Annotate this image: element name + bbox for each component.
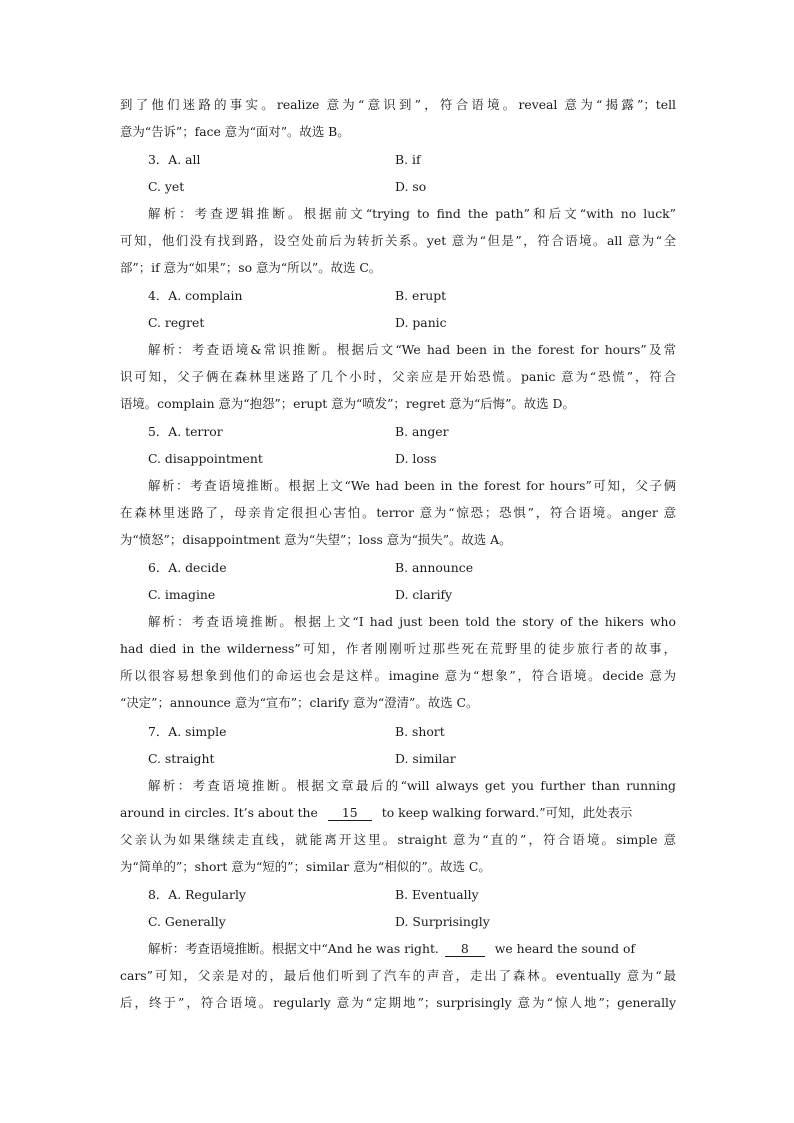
q8-option-b: B. Eventually: [395, 887, 479, 902]
q7-explanation-line-2: [120, 804, 676, 822]
q8-explanation-line-2: cars”可知，父亲是对的，最后他们听到了汽车的声音，走出了森林。eventually 意为“最: [120, 968, 676, 983]
q7-explanation-line-3: 父亲认为如果继续走直线，就能离开这里。straight 意为“直的”，符合语境。simple 意: [120, 832, 676, 847]
q7-explanation-line-4: 为“简单的”；short 意为“短的”；similar 意为“相似的”。故选 C。: [120, 859, 491, 874]
q4-option-c: C. regret: [148, 315, 205, 330]
q6-explanation-line-4: “决定”；announce 意为“宣布”；clarify 意为“澄清”。故选 C。: [120, 695, 479, 710]
q3-option-d: D. so: [395, 179, 427, 194]
q8-explanation-text: we heard the sound of: [494, 941, 636, 956]
q5-option-a: 5．A. terror: [148, 424, 223, 439]
q8-explanation-text: 解析：考查语境推断。根据文中“And he was right.: [148, 941, 439, 956]
q7-explanation-text: to keep walking forward.”可知，此处表示: [381, 805, 633, 820]
q5-option-c: C. disappointment: [148, 451, 263, 466]
q6-option-d: D. clarify: [395, 587, 453, 602]
q5-option-d: D. loss: [395, 451, 437, 466]
q4-explanation-line-3: 语境。complain 意为“抱怨”；erupt 意为“喷发”；regret 意为“后悔”。故选 D。: [120, 396, 575, 411]
q5-explanation-line-1: 解析：考查语境推断。根据上文“We had been in the forest for hours”可知，父子俩: [148, 478, 676, 493]
q6-option-c: C. imagine: [148, 587, 216, 602]
intro-line-2: 意为“告诉”；face 意为“面对”。故选 B。: [120, 124, 350, 139]
q4-explanation-line-2: 识可知，父子俩在森林里迷路了几个小时，父亲应是开始恐慌。panic 意为“恐慌”，符合: [120, 369, 676, 384]
q7-option-d: D. similar: [395, 751, 456, 766]
q6-option-a: 6．A. decide: [148, 560, 227, 575]
q8-option-d: D. Surprisingly: [395, 914, 490, 929]
q5-explanation-line-2: 在森林里迷路了，母亲肯定很担心害怕。terror 意为“惊恐；恐惧”，符合语境。anger 意: [120, 505, 676, 520]
q7-option-b: B. short: [395, 724, 445, 739]
q6-explanation-line-1: 解析：考查语境推断。根据上文“I had just been told the story of the hikers who: [148, 614, 676, 629]
q3-explanation-line-3: 部”；if 意为“如果”；so 意为“所以”。故选 C。: [120, 260, 382, 275]
q7-explanation-line-1: 解析：考查语境推断。根据文章最后的“will always get you further than running: [148, 778, 676, 793]
q8-explanation-line-3: 后，终于”，符合语境。regularly 意为“定期地”；surprisingly 意为“惊人地”；generally: [120, 995, 676, 1010]
q6-option-b: B. announce: [395, 560, 474, 575]
q7-option-a: 7．A. simple: [148, 724, 227, 739]
q5-option-b: B. anger: [395, 424, 449, 439]
q4-option-d: D. panic: [395, 315, 447, 330]
q4-explanation-line-1: 解析：考查语境&常识推断。根据后文“We had been in the forest for hours”及常: [148, 342, 676, 357]
q4-option-a: 4．A. complain: [148, 288, 243, 303]
q3-option-a: 3．A. all: [148, 152, 201, 167]
answer-blank: 15: [328, 806, 372, 821]
answer-blank: 8: [445, 942, 485, 957]
q7-option-c: C. straight: [148, 751, 215, 766]
q4-option-b: B. erupt: [395, 288, 447, 303]
intro-line-1: 到了他们迷路的事实。realize 意为“意识到”，符合语境。reveal 意为“揭露”；tell: [120, 97, 676, 112]
q3-explanation-line-2: 可知，他们没有找到路，设空处前后为转折关系。yet 意为“但是”，符合语境。all 意为“全: [120, 233, 676, 248]
q3-option-c: C. yet: [148, 179, 185, 194]
q8-option-a: 8．A. Regularly: [148, 887, 246, 902]
q8-explanation-line-1: [148, 940, 676, 958]
q5-explanation-line-3: 为“愤怒”；disappointment 意为“失望”；loss 意为“损失”。故选 A。: [120, 532, 512, 547]
q6-explanation-line-3: 所以很容易想象到他们的命运也会是这样。imagine 意为“想象”，符合语境。decide 意为: [120, 668, 676, 683]
q6-explanation-line-2: had died in the wilderness”可知，作者刚刚听过那些死在荒野里的徒步旅行者的故事，: [120, 641, 676, 656]
q8-option-c: C. Generally: [148, 914, 226, 929]
q3-option-b: B. if: [395, 152, 421, 167]
q3-explanation-line-1: 解析：考查逻辑推断。根据前文“trying to find the path”和后文“with no luck”: [148, 206, 676, 221]
q7-explanation-text: around in circles. It’s about the: [120, 805, 318, 820]
